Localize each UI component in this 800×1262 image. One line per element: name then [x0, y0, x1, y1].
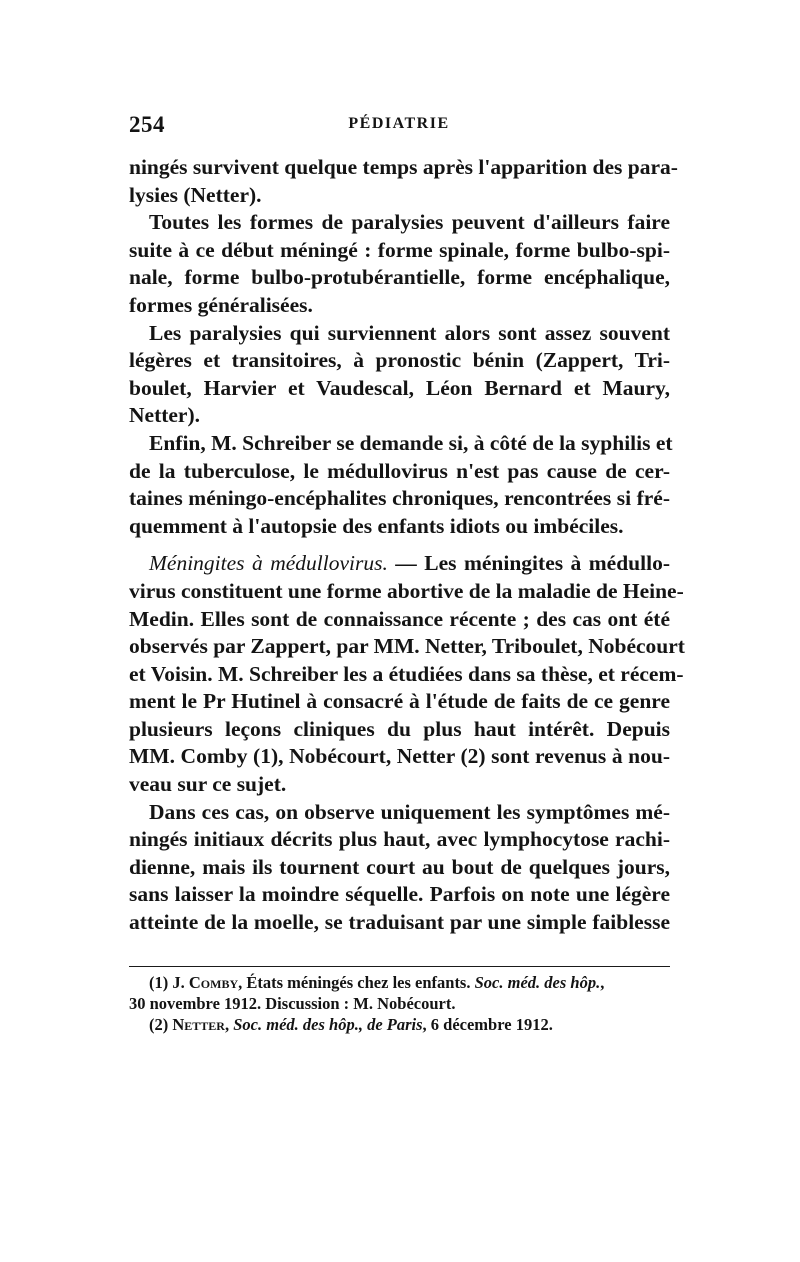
footnote-text: , 6 décembre 1912.	[422, 1015, 553, 1034]
body-text	[129, 154, 685, 937]
footnote-author: J. Comby	[172, 973, 239, 992]
text-line: plusieurs leçons cliniques du plus haut intérêt. Depuis	[129, 716, 670, 741]
page-number: 254	[129, 112, 165, 137]
text-line: veau sur ce sujet.	[129, 772, 287, 797]
text-line: et Voisin. M. Schreiber les a étudiées dans sa thèse, et récem-	[129, 661, 684, 686]
text-line: dienne, mais ils tournent court au bout de quelques jours,	[129, 854, 670, 879]
text-line: MM. Comby (1), Nobécourt, Netter (2) sont revenus à nou-	[129, 744, 670, 769]
paragraph	[129, 799, 670, 937]
page-header	[129, 112, 669, 142]
footnote-text: , États méningés chez les enfants.	[238, 973, 475, 992]
text-line: sans laisser la moindre séquelle. Parfois on note une légère	[129, 882, 670, 907]
text-line: Dans ces cas, on observe uniquement les symptômes mé-	[149, 799, 670, 824]
section-heading: Méningites à médullovirus.	[149, 551, 388, 576]
paragraph	[129, 320, 670, 430]
paragraph	[129, 430, 673, 540]
footnote	[129, 972, 670, 1014]
text-line: formes généralisées.	[129, 292, 313, 317]
footnote-journal: Soc. méd. des hôp.	[474, 973, 601, 992]
text-line: ningés initiaux décrits plus haut, avec lymphocytose rachi-	[129, 827, 670, 852]
text-line: ningés survivent quelque temps après l'apparition des para-	[129, 155, 678, 179]
footnotes	[129, 972, 670, 1035]
text-line: atteinte de la moelle, se traduisant par une simple faiblesse	[129, 910, 670, 935]
text-line: taines méningo-encéphalites chroniques, rencontrées si fré-	[129, 486, 670, 511]
text-line: Toutes les formes de paralysies peuvent d'ailleurs faire	[149, 210, 670, 235]
text-line: Netter).	[129, 403, 201, 428]
text-line: de la tuberculose, le médullovirus n'est pas cause de cer-	[129, 458, 670, 483]
text-line: légères et transitoires, à pronostic bénin (Zappert, Tri-	[129, 348, 670, 373]
paragraph	[129, 209, 670, 319]
text-line	[129, 550, 670, 578]
running-title: PÉDIATRIE	[348, 115, 450, 132]
footnote-line: 30 novembre 1912. Discussion : M. Nobécourt.	[129, 994, 456, 1013]
heading-continuation: — Les méningites à médullo-	[387, 551, 670, 576]
footnote-rule	[129, 966, 670, 967]
text-line: Enfin, M. Schreiber se demande si, à côté de la syphilis et	[149, 430, 673, 455]
section-paragraph	[129, 550, 685, 798]
footnote	[129, 1014, 670, 1035]
footnote-marker: (2)	[149, 1015, 169, 1034]
text-line: boulet, Harvier et Vaudescal, Léon Bernard et Maury,	[129, 375, 670, 400]
paragraph-gap	[129, 540, 670, 550]
text-line: observés par Zappert, par MM. Netter, Triboulet, Nobécourt	[129, 634, 685, 659]
text-line: Medin. Elles sont de connaissance récente ; des cas ont été	[129, 606, 670, 631]
text-line: quemment à l'autopsie des enfants idiots ou imbéciles.	[129, 513, 624, 538]
footnote-line	[129, 1014, 670, 1035]
footnote-marker: (1)	[149, 973, 169, 992]
footnote-text: ,	[600, 973, 605, 992]
text-line: Les paralysies qui surviennent alors sont assez souvent	[149, 320, 670, 345]
footnote-line	[129, 972, 670, 993]
footnote-journal: Soc. méd. des hôp., de Paris	[233, 1015, 423, 1034]
footnote-author: Netter	[172, 1015, 225, 1034]
text-line: lysies (Netter).	[129, 182, 262, 207]
text-line: virus constituent une forme abortive de la maladie de Heine-	[129, 578, 684, 603]
text-line: nale, forme bulbo-protubérantielle, forme encéphalique,	[129, 265, 670, 290]
footnote-text: ,	[224, 1015, 234, 1034]
paragraph	[129, 154, 678, 209]
text-line: suite à ce début méningé : forme spinale, forme bulbo-spi-	[129, 237, 670, 262]
text-line: ment le Pr Hutinel à consacré à l'étude de faits de ce genre	[129, 689, 670, 714]
